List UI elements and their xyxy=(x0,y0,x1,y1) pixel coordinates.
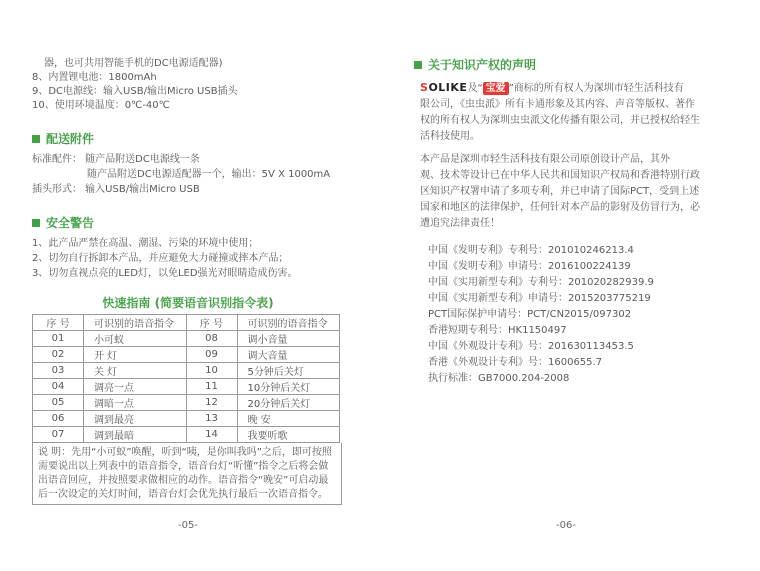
page-number: -05- xyxy=(178,520,198,531)
statement-line: 区知识产权署申请了多项专利，并已申请了国际PCT，受到上述 xyxy=(420,186,700,197)
patent-item: 中国《实用新型专利》申请号：2015203775219 xyxy=(428,293,651,304)
accessory-line: 随产品附送DC电源适配器一个，输出：5V X 1000mA xyxy=(87,169,331,180)
brand-line: 限公司，《虫虫派》所有卡通形象及其内容、声音等版权、著作 xyxy=(420,99,695,110)
statement-line: 本产品是深圳市轻生活科技有限公司原创设计产品，其外 xyxy=(420,154,670,165)
warning-line: 2、切勿自行拆卸本产品，并应避免大力碰撞或摔本产品； xyxy=(32,253,289,264)
row-number: 11 xyxy=(186,379,237,395)
column-header: 可识别的语音指令 xyxy=(84,315,187,331)
row-number: 14 xyxy=(186,427,237,443)
ip-heading xyxy=(414,56,536,73)
voice-command-table xyxy=(32,314,340,443)
row-number: 03 xyxy=(33,363,84,379)
patent-item: 香港《外观设计专利》号：1600655.7 xyxy=(428,357,603,368)
baoai-logo: 宝爱 xyxy=(483,82,509,95)
brand-line: 活科技使用。 xyxy=(420,131,480,142)
spec-line: 8、内置锂电池：1800mAh xyxy=(32,72,157,83)
statement-line: 国家和地区的法律保护，任何针对本产品的影射及仿冒行为，必 xyxy=(420,202,700,213)
quick-guide-note: 说 明：先用“小可蚁”唤醒，听到“咦，是你叫我吗”之后，即可按照需要说出以上列表中的语音指令，语音台灯“听懂”指令之后将会做出语音回应，并按照要求做相应的动作。语音指令“晚安”可启动最后一次设定的关灯时间，语音台灯会优先执行最后一次语音指令。 xyxy=(32,443,342,505)
patent-item: 中国《发明专利》申请号：2016100224139 xyxy=(428,261,631,272)
row-number: 06 xyxy=(33,411,84,427)
square-bullet-icon xyxy=(32,135,40,143)
spec-line: 9、DC电源线：输入USB/输出Micro USB插头 xyxy=(32,86,238,97)
voice-command: 调到最亮 xyxy=(84,411,187,427)
voice-command: 调到最暗 xyxy=(84,427,187,443)
square-bullet-icon xyxy=(414,61,422,69)
voice-command: 调大音量 xyxy=(237,347,340,363)
warning-title: 安全警告 xyxy=(46,216,95,230)
row-number: 09 xyxy=(186,347,237,363)
patent-item: 中国《外观设计专利》号：201630113453.5 xyxy=(428,341,634,352)
voice-command: 小可蚁 xyxy=(84,331,187,347)
row-number: 07 xyxy=(33,427,84,443)
accessories-heading xyxy=(32,130,94,147)
row-number: 05 xyxy=(33,395,84,411)
patent-item: PCT国际保护申请号：PCT/CN2015/097302 xyxy=(428,309,632,320)
accessory-line: 插头形式： 输入USB/输出Micro USB xyxy=(32,184,200,195)
ip-title: 关于知识产权的声明 xyxy=(428,58,537,72)
column-header: 可识别的语音指令 xyxy=(237,315,340,331)
square-bullet-icon xyxy=(32,219,40,227)
column-header: 序 号 xyxy=(186,315,237,331)
voice-command: 调亮一点 xyxy=(84,379,187,395)
spec-line: 10、使用环境温度：0℃-40℃ xyxy=(32,100,170,111)
voice-command: 10分钟后关灯 xyxy=(237,379,340,395)
table-row xyxy=(33,331,340,347)
voice-command: 我要听歌 xyxy=(237,427,340,443)
warning-line: 3、切勿直视点亮的LED灯，以免LED强光对眼睛造成伤害。 xyxy=(32,268,298,279)
spec-line: 器，也可共用智能手机的DC电源适配器) xyxy=(44,58,223,69)
voice-command: 关 灯 xyxy=(84,363,187,379)
table-row xyxy=(33,347,340,363)
table-header-row xyxy=(33,315,340,331)
patent-item: 中国《实用新型专利》专利号：201020282939.9 xyxy=(428,277,654,288)
accessories-title: 配送附件 xyxy=(46,132,95,146)
row-number: 13 xyxy=(186,411,237,427)
patent-statement xyxy=(420,152,740,232)
row-number: 08 xyxy=(186,331,237,347)
table-row xyxy=(33,395,340,411)
voice-command: 晚 安 xyxy=(237,411,340,427)
warning-heading xyxy=(32,214,94,231)
quick-guide-title: 快速指南 (简要语音识别指令表) xyxy=(102,296,274,310)
accessory-line: 标准配件： 随产品附送DC电源线一条 xyxy=(32,154,200,165)
row-number: 10 xyxy=(186,363,237,379)
table-row xyxy=(33,427,340,443)
row-number: 01 xyxy=(33,331,84,347)
table-row xyxy=(33,379,340,395)
voice-command: 调暗一点 xyxy=(84,395,187,411)
patent-item: 中国《发明专利》专利号：201010246213.4 xyxy=(428,245,634,256)
row-number: 12 xyxy=(186,395,237,411)
brand-and-text: 及“ xyxy=(467,83,483,94)
standard-item: 执行标准：GB7000.204-2008 xyxy=(428,373,570,384)
column-header: 序 号 xyxy=(33,315,84,331)
row-number: 02 xyxy=(33,347,84,363)
warning-line: 1、此产品严禁在高温、潮湿、污染的环境中使用； xyxy=(32,238,259,249)
voice-command: 20分钟后关灯 xyxy=(237,395,340,411)
voice-command: 调小音量 xyxy=(237,331,340,347)
statement-line: 遭追究法律责任！ xyxy=(420,218,500,229)
right-page xyxy=(380,0,760,571)
table-row xyxy=(33,411,340,427)
page-number: -06- xyxy=(556,520,576,531)
brand-line: 权的所有权人为深圳虫虫派文化传播有限公司，并已授权给轻生 xyxy=(420,115,700,126)
brand-text: ”商标的所有权人为深圳市轻生活科技有 xyxy=(508,83,684,94)
voice-command: 开 灯 xyxy=(84,347,187,363)
brand-first-line xyxy=(420,80,740,97)
statement-line: 观、技术等设计已在中华人民共和国知识产权局和香港特别行政 xyxy=(420,170,700,181)
patent-item: 香港短期专利号：HK1150497 xyxy=(428,325,567,336)
brand-statement xyxy=(420,80,740,145)
solike-logo: SOLIKE xyxy=(420,81,468,94)
voice-command: 5分钟后关灯 xyxy=(237,363,340,379)
row-number: 04 xyxy=(33,379,84,395)
table-row xyxy=(33,363,340,379)
